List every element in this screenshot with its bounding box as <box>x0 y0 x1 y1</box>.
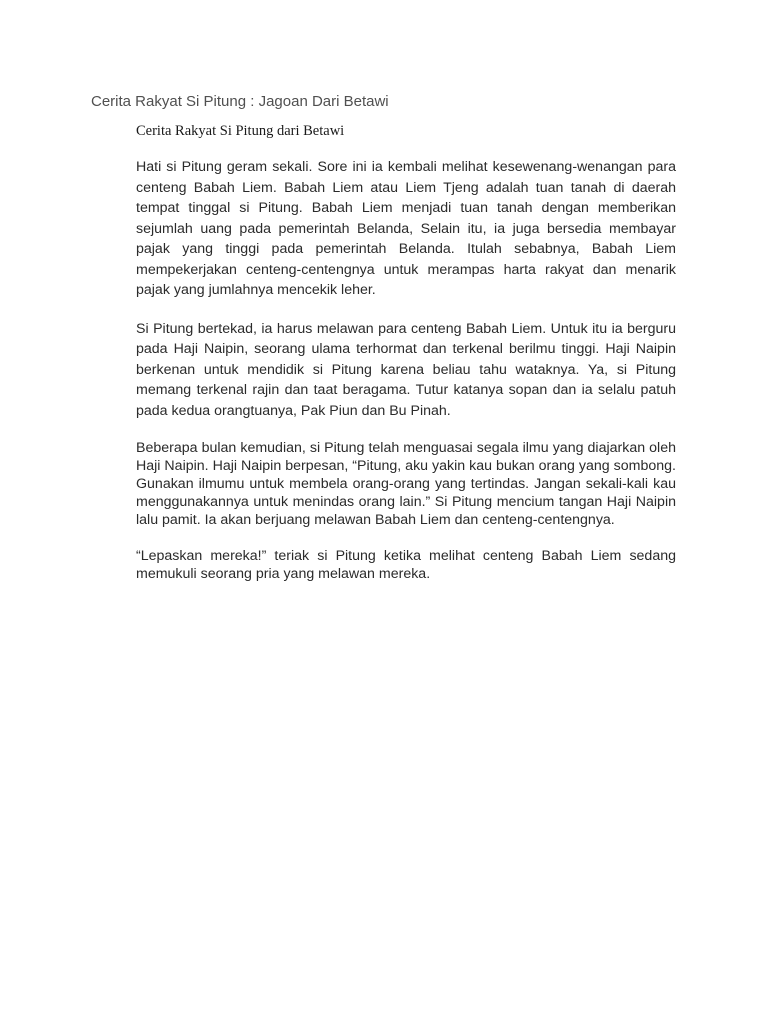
paragraph-4: “Lepaskan mereka!” teriak si Pitung ketika melihat centeng Babah Liem sedang memukuli seorang pria yang melawan mereka. <box>136 548 676 582</box>
paragraph-1: Hati si Pitung geram sekali. Sore ini ia kembali melihat kesewenang-wenangan para centeng Babah Liem. Babah Liem atau Liem Tjeng adalah tuan tanah di daerah tempat tinggal si Pitung. Babah Liem menjadi tuan tanah dengan memberikan sejumlah uang pada pemerintah Belanda, Selain itu, ia juga bersedia membayar pajak yang tinggi pada pemerintah Belanda. Itulah sebabnya, Babah Liem mempekerjakan centeng-centengnya untuk merampas harta rakyat dan menarik pajak yang jumlahnya mencekik leher. <box>136 159 676 298</box>
story-subtitle: Cerita Rakyat Si Pitung dari Betawi <box>136 123 345 139</box>
document-title: Cerita Rakyat Si Pitung : Jagoan Dari Betawi <box>91 93 389 110</box>
paragraph-3: Beberapa bulan kemudian, si Pitung telah menguasai segala ilmu yang diajarkan oleh Haji Naipin. Haji Naipin berpesan, “Pitung, aku yakin kau bukan orang yang sombong. Gunakan ilmumu untuk membela orang-orang yang tertindas. Jangan sekali-kali kau menggunakannya untuk menindas orang lain.” Si Pitung mencium tangan Haji Naipin lalu pamit. Ia akan berjuang melawan Babah Liem dan centeng-centengnya. <box>136 440 676 528</box>
document-body <box>136 122 676 601</box>
paragraph-2: Si Pitung bertekad, ia harus melawan para centeng Babah Liem. Untuk itu ia berguru pada Haji Naipin, seorang ulama terhormat dan terkenal berilmu tinggi. Haji Naipin berkenan untuk mendidik si Pitung karena beliau tahu wataknya. Ya, si Pitung memang terkenal rajin dan taat beragama. Tutur katanya sopan dan ia selalu patuh pada kedua orangtuanya, Pak Piun dan Bu Pinah. <box>136 320 676 419</box>
